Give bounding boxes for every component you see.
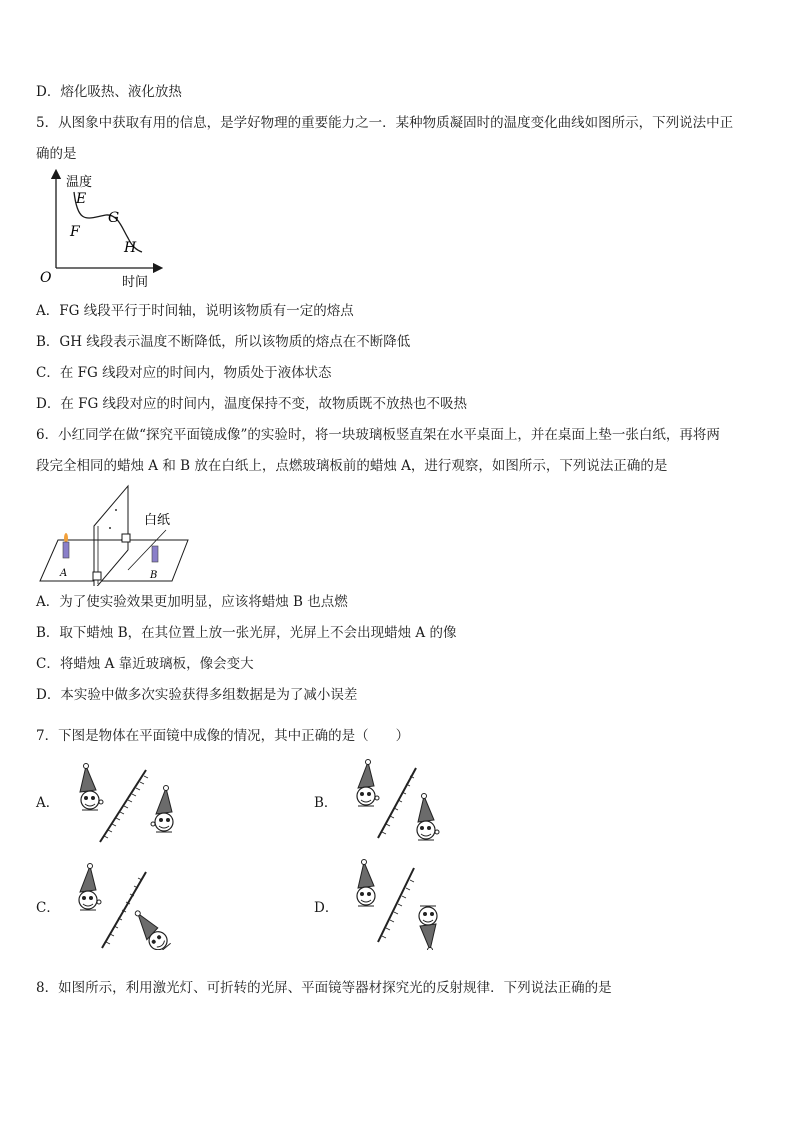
q5-label-h: H	[124, 240, 137, 256]
q5-stem-line1: 5．从图象中获取有用的信息，是学好物理的重要能力之一．某种物质凝固时的温度变化曲线如图所示，下列说法中正	[36, 115, 734, 131]
q6-stem-line2: 段完全相同的蜡烛 A 和 B 放在白纸上，点燃玻璃板前的蜡烛 A，进行观察，如图所示，下列说法正确的是	[36, 458, 668, 474]
q7-option-a-figure	[72, 762, 190, 844]
q6-option-b: B．取下蜡烛 B，在其位置上放一张光屏，光屏上不会出现蜡烛 A 的像	[36, 625, 457, 641]
q7-a-mirror-icon	[100, 770, 148, 842]
q7-d-image-icon	[419, 906, 437, 950]
q6-candle-a-label: A	[60, 568, 68, 579]
q6-paper-pointer	[128, 530, 166, 570]
q8-stem: 8．如图所示，利用激光灯、可折转的光屏、平面镜等器材探究光的反射规律．下列说法正确的是	[36, 980, 612, 996]
q7-c-mirror-icon	[102, 872, 146, 948]
q5-cooling-curve-figure	[36, 168, 166, 292]
q7-d-object-icon	[357, 860, 375, 907]
q7-c-object-icon	[79, 864, 101, 911]
q7-d-mirror-icon	[378, 868, 414, 942]
q7-option-d-figure	[350, 858, 450, 950]
q6-candle-b-label: B	[150, 570, 158, 581]
q6-flame-icon	[64, 533, 68, 543]
q6-paper-label: 白纸	[144, 513, 171, 528]
q6-option-c: C．将蜡烛 A 靠近玻璃板，像会变大	[36, 656, 254, 672]
q7-option-c-figure	[72, 862, 192, 950]
q6-bottom-clip	[93, 572, 101, 580]
q7-c-image-icon	[128, 907, 172, 950]
q5-label-e: E	[76, 191, 87, 207]
q5-label-g: G	[108, 210, 120, 226]
q5-option-b: B．GH 线段表示温度不断降低，所以该物质的熔点在不断降低	[36, 334, 411, 350]
q5-label-f: F	[70, 224, 80, 240]
q5-option-a: A．FG 线段平行于时间轴，说明该物质有一定的熔点	[36, 303, 354, 319]
q6-option-d: D．本实验中做多次实验获得多组数据是为了减小误差	[36, 687, 358, 703]
q6-candle-b	[152, 546, 158, 562]
q7-stem: 7．下图是物体在平面镜中成像的情况，其中正确的是（ ）	[36, 728, 410, 744]
q6-stem	[36, 420, 760, 482]
q6-mirror-experiment-figure	[36, 484, 196, 586]
q7-option-b-label: B．	[314, 795, 338, 811]
q5-stem-line2: 确的是	[36, 146, 77, 162]
q5-origin-label: O	[40, 270, 52, 286]
q5-y-axis-label: 温度	[66, 175, 93, 190]
q4-option-d: D．熔化吸热、液化放热	[36, 84, 182, 100]
q5-option-d: D．在 FG 线段对应的时间内，温度保持不变，故物质既不放热也不吸热	[36, 396, 468, 412]
q7-option-c-label: C．	[36, 900, 60, 916]
q6-option-a: A．为了使实验效果更加明显，应该将蜡烛 B 也点燃	[36, 594, 348, 610]
q6-candle-a	[63, 542, 69, 558]
q6-stem-line1: 6．小红同学在做“探究平面镜成像”的实验时，将一块玻璃板竖直架在水平桌面上，并在桌面上垫一张白纸，再将两	[36, 427, 720, 443]
q7-a-image-icon	[151, 786, 173, 833]
q6-top-clip	[122, 534, 130, 542]
q7-b-mirror-icon	[378, 768, 416, 838]
q5-x-axis-label: 时间	[122, 275, 149, 290]
q5-stem	[36, 108, 760, 170]
q7-option-b-figure	[350, 758, 450, 844]
q7-option-a-label: A．	[36, 795, 60, 811]
q5-option-c: C．在 FG 线段对应的时间内，物质处于液体状态	[36, 365, 332, 381]
q7-b-object-icon	[357, 760, 379, 807]
q7-a-object-icon	[80, 764, 103, 811]
q7-b-image-icon	[417, 794, 439, 841]
q7-option-d-label: D．	[314, 900, 339, 916]
